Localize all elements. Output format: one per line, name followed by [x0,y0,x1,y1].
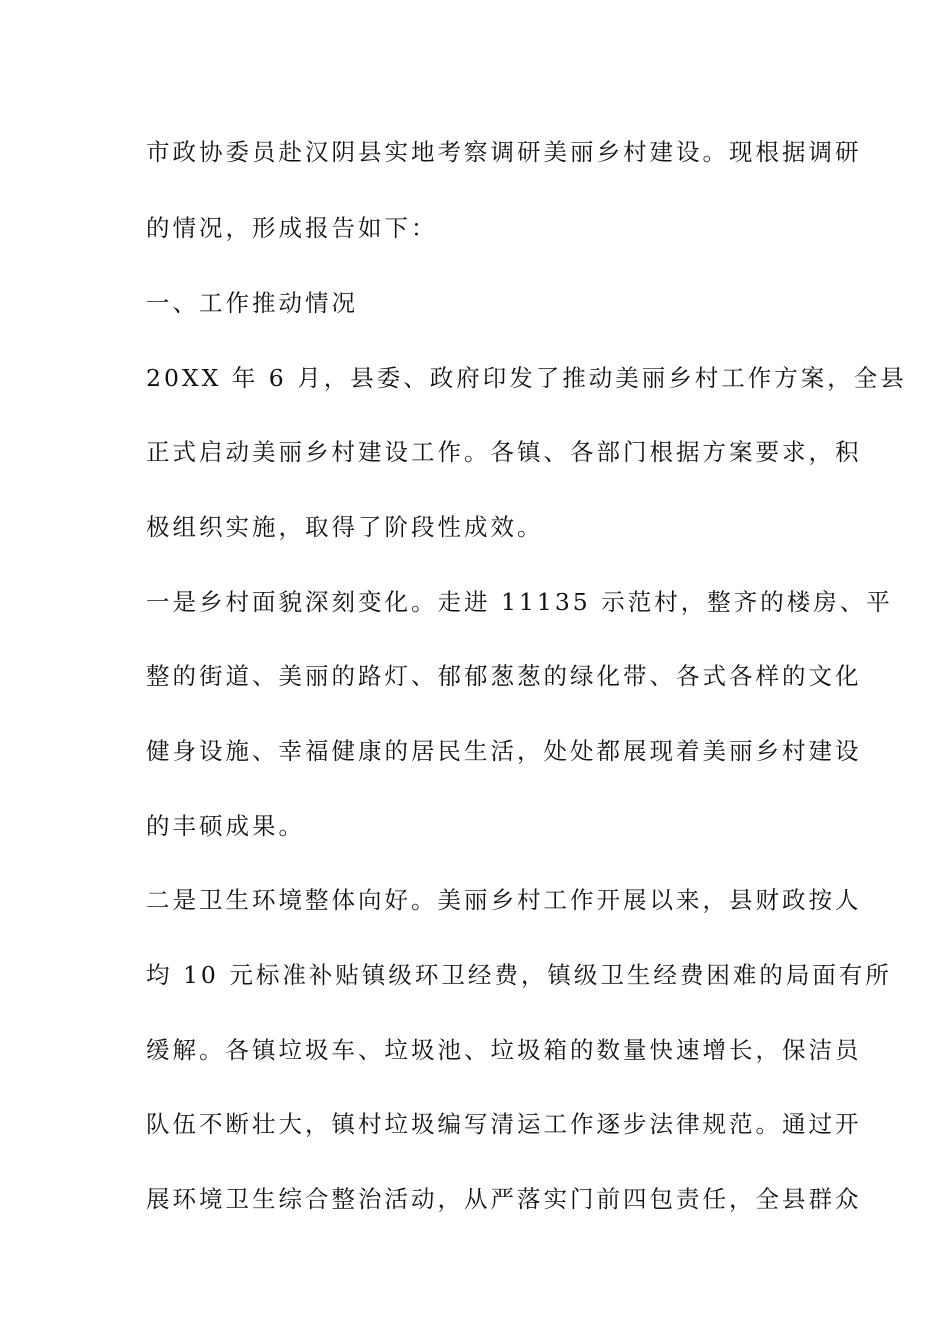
text-line-12: 均 10 元标准补贴镇级环卫经费，镇级卫生经费困难的局面有所 [146,961,892,989]
text-line-4: 20XX 年 6 月，县委、政府印发了推动美丽乡村工作方案，全县 [146,364,907,392]
text-line-10: 的丰硕成果。 [146,812,305,840]
text-line-15: 展环境卫生综合整治活动，从严落实门前四包责任，全县群众 [146,1185,862,1213]
text-line-5: 正式启动美丽乡村建设工作。各镇、各部门根据方案要求，积 [146,438,862,466]
text-line-7: 一是乡村面貌深刻变化。走进 11135 示范村，整齐的楼房、平 [146,588,893,616]
text-line-1: 市政协委员赴汉阴县实地考察调研美丽乡村建设。现根据调研 [146,138,862,166]
section-heading: 一、工作推动情况 [146,289,358,317]
text-line-14: 队伍不断壮大，镇村垃圾编写清运工作逐步法律规范。通过开 [146,1110,862,1138]
text-line-11: 二是卫生环境整体向好。美丽乡村工作开展以来，县财政按人 [146,886,862,914]
text-line-6: 极组织实施，取得了阶段性成效。 [146,513,544,541]
text-line-9: 健身设施、幸福健康的居民生活，处处都展现着美丽乡村建设 [146,737,862,765]
text-line-13: 缓解。各镇垃圾车、垃圾池、垃圾箱的数量快速增长，保洁员 [146,1036,862,1064]
text-line-8: 整的街道、美丽的路灯、郁郁葱葱的绿化带、各式各样的文化 [146,662,862,690]
text-line-2: 的情况，形成报告如下： [146,214,438,242]
